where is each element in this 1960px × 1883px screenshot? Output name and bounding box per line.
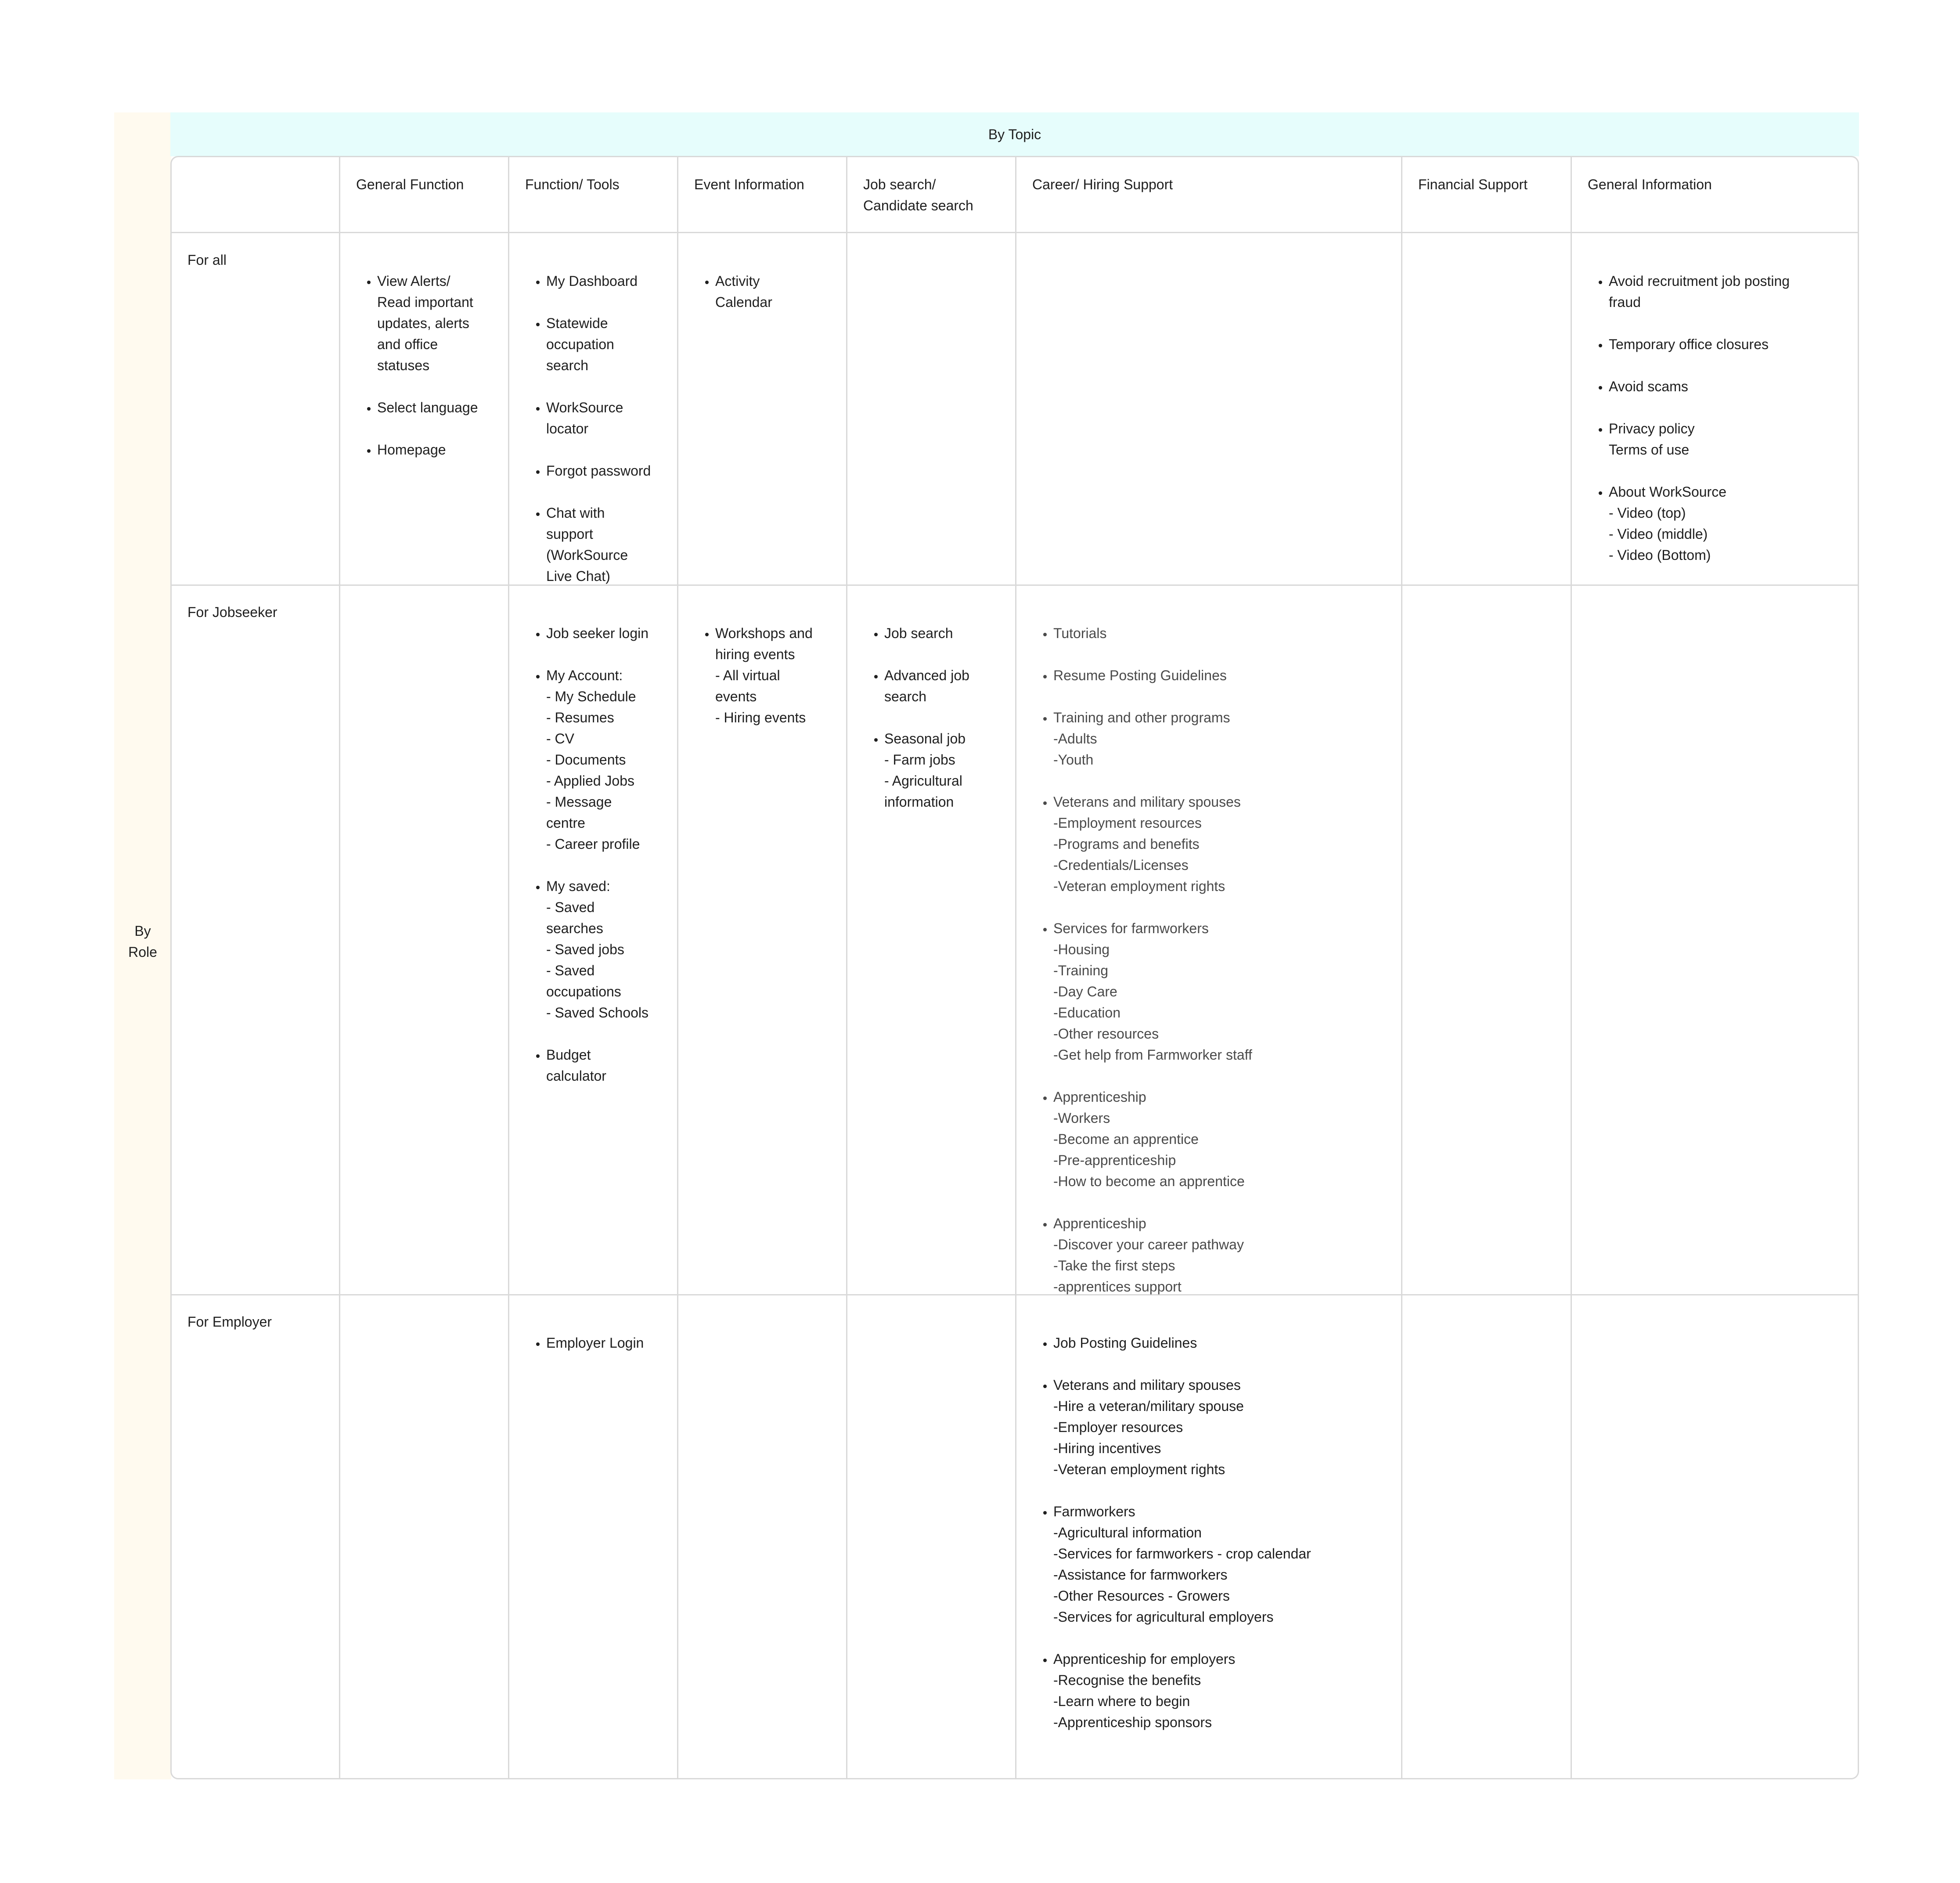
column-header-function-tools: Function/ Tools [525,177,620,192]
bullet-list [863,623,1012,812]
list-item: • Seasonal job - Farm jobs - Agricultural information [884,728,1012,812]
by-role-label: By Role [128,923,157,960]
list-item: • View Alerts/ Read important updates, alerts and office statuses [377,271,505,376]
column-header-job-search: Job search/ Candidate search [863,177,973,213]
column-divider [1401,157,1402,1778]
row-label-for-employer: For Employer [187,1314,272,1330]
list-item: • My Account: - My Schedule - Resumes - CV - Documents - Applied Jobs - Message centre - Career profile [546,665,674,855]
by-topic-header [170,112,1859,156]
list-item: • Veterans and military spouses -Hire a veteran/military spouse -Employer resources -Hiring incentives -Veteran employment rights [1053,1374,1397,1480]
column-divider [846,157,847,1778]
list-item: • Privacy policy Terms of use [1609,418,1851,460]
column-header-financial-support: Financial Support [1418,177,1528,192]
cell-jobseeker-job-search [863,602,1012,833]
list-item: • Veterans and military spouses -Employment resources -Programs and benefits -Credentials/Licenses -Veteran employment rights [1053,791,1397,897]
cell-jobseeker-event-information [694,602,843,749]
cell-jobseeker-function-tools [525,602,674,1107]
bullet-list [525,271,674,587]
list-item: • Budget calculator [546,1044,674,1086]
list-item: • Avoid scams [1609,376,1851,397]
column-divider [339,157,340,1778]
cell-for-all-general-function [356,249,505,481]
list-item: • Avoid recruitment job posting fraud [1609,271,1851,313]
list-item: • Tutorials [1053,623,1397,644]
list-item: • Chat with support (WorkSource Live Chat) [546,502,674,587]
column-divider [1015,157,1016,1778]
list-item: • Training and other programs -Adults -Youth [1053,707,1397,770]
list-item: • Farmworkers -Agricultural information -Services for farmworkers - crop calendar -Assistance for farmworkers -Other Resources - Growers -Services for agricultural employers [1053,1501,1397,1627]
list-item: • Apprenticeship -Workers -Become an apprentice -Pre-apprenticeship -How to become an apprentice [1053,1086,1397,1192]
column-divider [677,157,678,1778]
list-item: • Services for farmworkers -Housing -Training -Day Care -Education -Other resources -Get help from Farmworker staff [1053,918,1397,1065]
column-divider [508,157,509,1778]
bullet-list [1588,271,1851,566]
cell-for-all-function-tools [525,249,674,608]
column-header-general-information: General Information [1588,177,1712,192]
list-item: • Homepage [377,439,505,460]
cell-jobseeker-career-support [1032,602,1397,1318]
list-item: • Job seeker login [546,623,674,644]
list-item: • Job Posting Guidelines [1053,1332,1397,1353]
bullet-list [694,623,843,728]
bullet-list [525,623,674,1086]
list-item: • Workshops and hiring events - All virtual events - Hiring events [715,623,843,728]
column-header-event-information: Event Information [694,177,804,192]
list-item: • Select language [377,397,505,418]
matrix-table [170,156,1859,1779]
list-item: • My Dashboard [546,271,674,292]
bullet-list [1032,1332,1397,1733]
list-item: • My saved: - Saved searches - Saved jobs - Saved occupations - Saved Schools [546,876,674,1023]
column-header-general-function: General Function [356,177,464,192]
cell-employer-function-tools [525,1311,674,1374]
list-item: • Advanced job search [884,665,1012,707]
by-topic-label: By Topic [988,126,1041,142]
list-item: • WorkSource locator [546,397,674,439]
cell-for-all-event-information [694,249,843,334]
list-item: • Statewide occupation search [546,313,674,376]
row-label-for-all: For all [187,252,227,268]
list-item: • Employer Login [546,1332,674,1353]
row-label-for-jobseeker: For Jobseeker [187,604,277,620]
list-item: • Job search [884,623,1012,644]
row-divider [172,1294,1858,1295]
list-item: • Temporary office closures [1609,334,1851,355]
column-divider [1571,157,1572,1778]
list-item: • Apprenticeship for employers -Recognise the benefits -Learn where to begin -Apprenticeship sponsors [1053,1649,1397,1733]
bullet-list [1032,623,1397,1297]
bullet-list [525,1332,674,1353]
list-item: • About WorkSource - Video (top) - Video (middle) - Video (Bottom) [1609,481,1851,566]
bullet-list [356,271,505,460]
list-item: • Resume Posting Guidelines [1053,665,1397,686]
cell-for-all-general-information [1588,249,1851,587]
list-item: • Activity Calendar [715,271,843,313]
row-divider [172,232,1858,233]
cell-employer-career-support [1032,1311,1397,1754]
column-header-career-support: Career/ Hiring Support [1032,177,1173,192]
list-item: • Forgot password [546,460,674,481]
bullet-list [694,271,843,313]
list-item: • Apprenticeship -Discover your career pathway -Take the first steps -apprentices support [1053,1213,1397,1297]
